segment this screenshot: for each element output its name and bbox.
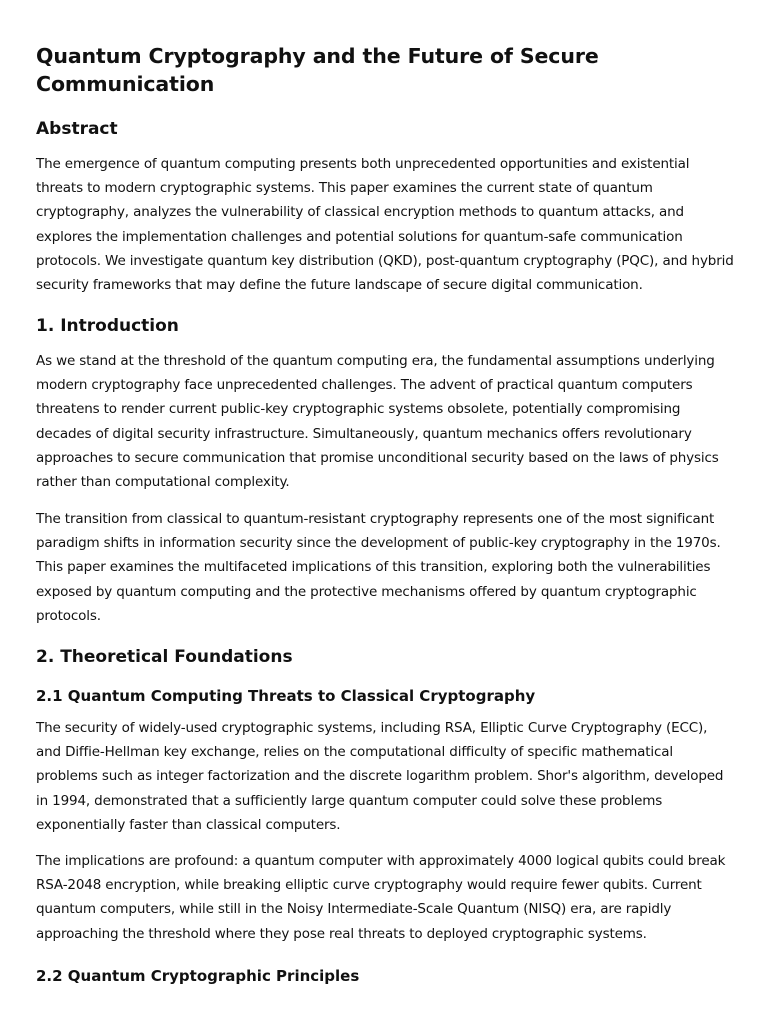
threats-paragraph-2: The implications are profound: a quantum computer with approximately 4000 logical qubits could break RSA-2048 encryption, while breaking elliptic curve cryptography would require fewer qubits. Current quantum computers, while still in the Noisy Intermediate-Scale Quantum (NISQ) era, are rapidly approaching the threshold where they pose real threats to deployed cryptographic systems. [36, 853, 726, 942]
threats-paragraph-1: The security of widely-used cryptographic systems, including RSA, Elliptic Curve Cryptography (ECC), and Diffie-Hellman key exchange, relies on the computational difficulty of specific mathematical problems such as integer factorization and the discrete logarithm problem. Shor's algorithm, developed in 1994, demonstrated that a sufficiently large quantum computer could solve these problems exponentially faster than classical computers. [36, 720, 724, 833]
abstract-heading: Abstract [36, 119, 118, 139]
principles-subheading: 2.2 Quantum Cryptographic Principles [36, 967, 360, 985]
introduction-paragraph-2: The transition from classical to quantum-resistant cryptography represents one of the most significant paradigm shifts in information security since the development of public-key cryptography in the 1970s. This paper examines the multifaceted implications of this transition, exploring both the vulnerabilities exposed by quantum computing and the protective mechanisms offered by quantum cryptographic protocols. [36, 511, 721, 624]
paper-title: Quantum Cryptography and the Future of Secure Communication [36, 44, 599, 96]
introduction-paragraph-1: As we stand at the threshold of the quantum computing era, the fundamental assumptions underlying modern cryptography face unprecedented challenges. The advent of practical quantum computers threatens to render current public-key cryptographic systems obsolete, potentially compromising decades of digital security infrastructure. Simultaneously, quantum mechanics offers revolutionary approaches to secure communication that promise unconditional security based on the laws of physics rather than computational complexity. [36, 353, 719, 491]
threats-subheading: 2.1 Quantum Computing Threats to Classical Cryptography [36, 687, 536, 705]
abstract-text: The emergence of quantum computing presents both unprecedented opportunities and existential threats to modern cryptographic systems. This paper examines the current state of quantum cryptography, analyzes the vulnerability of classical encryption methods to quantum attacks, and explores the implementation challenges and potential solutions for quantum-safe communication protocols. We investigate quantum key distribution (QKD), post-quantum cryptography (PQC), and hybrid security frameworks that may define the future landscape of secure digital communication. [36, 156, 734, 294]
foundations-heading: 2. Theoretical Foundations [36, 647, 293, 667]
introduction-heading: 1. Introduction [36, 316, 179, 336]
